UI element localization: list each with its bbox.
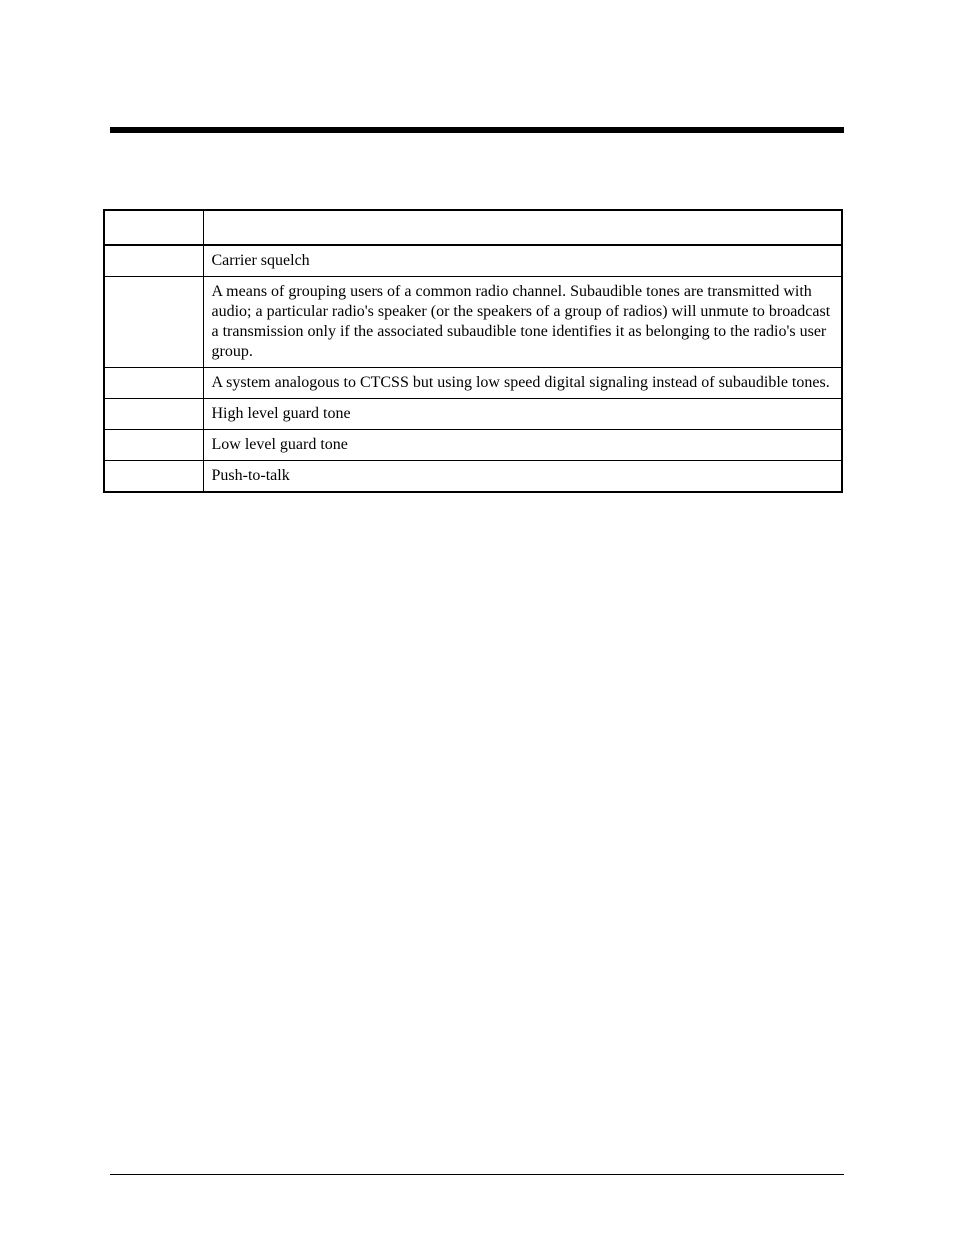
table-row — [104, 430, 842, 461]
term-cell — [104, 277, 203, 368]
definition-cell: Carrier squelch — [203, 245, 842, 277]
definition-cell: A system analogous to CTCSS but using low speed digital signaling instead of subaudible tones. — [203, 368, 842, 399]
definition-cell: High level guard tone — [203, 399, 842, 430]
glossary-table — [103, 209, 843, 493]
term-cell — [104, 245, 203, 277]
term-column-header — [104, 210, 203, 245]
definition-column-header — [203, 210, 842, 245]
table-row — [104, 461, 842, 493]
header-rule — [110, 127, 844, 133]
term-cell — [104, 430, 203, 461]
definition-cell: Low level guard tone — [203, 430, 842, 461]
definition-cell: A means of grouping users of a common radio channel. Subaudible tones are transmitted with audio; a particular radio's speaker (or the speakers of a group of radios) will unmute to broadcast a transmission only if the associated subaudible tone identifies it as belonging to the radio's user group. — [203, 277, 842, 368]
table-row — [104, 399, 842, 430]
term-cell — [104, 461, 203, 493]
footer-rule — [110, 1174, 844, 1175]
definition-cell: Push-to-talk — [203, 461, 842, 493]
term-cell — [104, 368, 203, 399]
table-header-row — [104, 210, 842, 245]
table-row — [104, 277, 842, 368]
term-cell — [104, 399, 203, 430]
table-row — [104, 368, 842, 399]
table-row — [104, 245, 842, 277]
